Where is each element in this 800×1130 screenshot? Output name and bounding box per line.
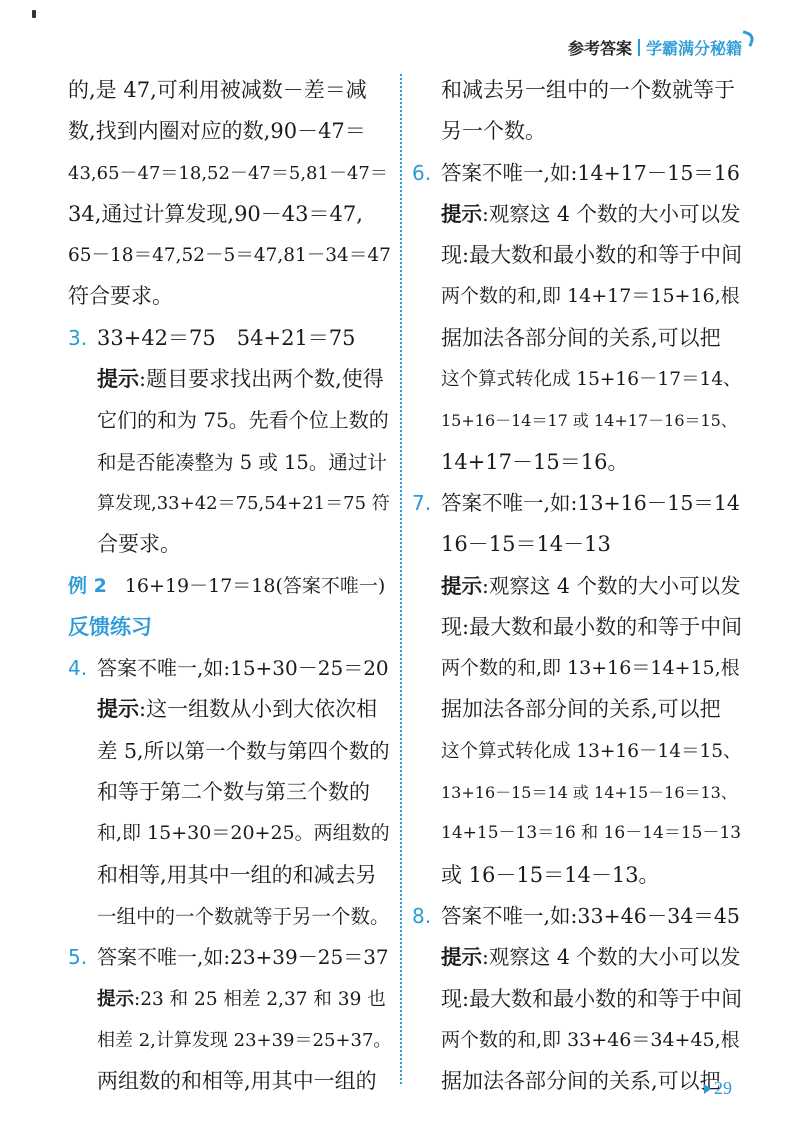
text-line: 这个算式转化成 13+16－14＝15、 <box>441 740 742 762</box>
answer-text: 答案不唯一,如:14+17－15＝16 <box>441 160 740 185</box>
text-line: 或 16－15＝14－13。 <box>441 862 660 887</box>
text-line: 符合要求。 <box>68 284 173 309</box>
text-line: 现:最大数和最小数的和等于中间 <box>441 614 743 639</box>
text-line: 据加法各部分间的关系,可以把 <box>441 1069 721 1094</box>
question-7-answer <box>412 483 742 524</box>
question-number: 6. <box>412 160 432 185</box>
question-3-answer <box>68 318 390 359</box>
text-line: 和减去另一组中的一个数就等于 <box>441 78 735 102</box>
text-line: 14+15－13＝16 和 16－14＝15－13 <box>441 823 742 844</box>
column-divider <box>400 74 402 1084</box>
page-header <box>568 36 742 59</box>
answer-text: 答案不唯一,如:23+39－25＝37 <box>97 945 389 970</box>
question-5-answer <box>68 937 390 978</box>
text-line: 两个数的和,即 13+16＝14+15,根 <box>441 657 740 680</box>
text-line: 算发现,33+42＝75,54+21＝75 符 <box>97 492 390 514</box>
hint-label: 提示 <box>97 697 139 722</box>
section-title: 反馈练习 <box>68 614 152 639</box>
text-line: 相差 2,计算发现 23+39＝25+37。 <box>97 1029 392 1051</box>
page-number-text: 29 <box>714 1078 732 1098</box>
hint-text: :题目要求找出两个数,使得 <box>139 367 384 392</box>
hint-text: :这一组数从小到大依次相 <box>139 697 378 722</box>
hint-label: 提示 <box>441 573 482 598</box>
text-line: 和,即 15+30＝20+25。两组数的 <box>97 822 390 845</box>
hint-label: 提示 <box>97 988 135 1010</box>
question-number: 4. <box>68 656 88 681</box>
text-line: 差 5,所以第一个数与第四个数的 <box>97 738 390 763</box>
question-8-answer <box>412 896 742 937</box>
example-2 <box>68 566 390 607</box>
text-line: 现:最大数和最小数的和等于中间 <box>441 986 743 1011</box>
text-line: 现:最大数和最小数的和等于中间 <box>441 243 743 268</box>
text-line: 两个数的和,即 33+46＝34+45,根 <box>441 1028 740 1051</box>
hint-text: :23 和 25 相差 2,37 和 39 也 <box>134 988 386 1010</box>
text-line: 和等于第二个数与第三个数的 <box>97 780 370 805</box>
text-line: 两组数的和相等,用其中一组的 <box>97 1069 377 1094</box>
corner-mark <box>32 10 36 18</box>
question-4-hint <box>68 689 390 730</box>
text-line: 和是否能凑整为 5 或 15。通过计 <box>97 450 387 474</box>
answer-text: 16－15＝14－13 <box>441 532 611 557</box>
example-label: 例 2 <box>68 574 107 597</box>
hint-text: :观察这 4 个数的大小可以发 <box>482 573 741 598</box>
question-4-answer <box>68 648 390 689</box>
header-title: 参考答案 <box>567 39 632 58</box>
text-line: 数,找到内圈对应的数,90－47＝ <box>68 119 366 144</box>
header-separator <box>638 39 640 56</box>
question-6-hint <box>412 194 742 235</box>
question-8-hint <box>412 937 742 978</box>
hint-text: :观察这 4 个数的大小可以发 <box>482 945 741 970</box>
text-line: 34,通过计算发现,90－43＝47, <box>68 201 363 226</box>
question-5-hint <box>68 979 390 1020</box>
text-line: 一组中的一个数就等于另一个数。 <box>97 904 390 928</box>
text-line: 14+17－15＝16。 <box>441 449 629 474</box>
triangle-icon <box>704 1084 711 1094</box>
text-line: 据加法各部分间的关系,可以把 <box>441 697 721 722</box>
question-number: 7. <box>412 490 432 515</box>
question-3-hint <box>68 359 390 400</box>
left-column <box>68 70 390 1102</box>
hint-text: :观察这 4 个数的大小可以发 <box>482 201 741 226</box>
question-6-answer <box>412 153 742 194</box>
text-line: 43,65－47＝18,52－47＝5,81－47＝ <box>68 162 388 184</box>
question-number: 8. <box>412 903 432 928</box>
question-number: 3. <box>68 325 88 350</box>
text-line: 65－18＝47,52－5＝47,81－34＝47 <box>68 245 391 267</box>
header-series: 学霸满分秘籍 <box>645 39 742 58</box>
text-line: 据加法各部分间的关系,可以把 <box>441 325 721 350</box>
hint-label: 提示 <box>97 367 139 392</box>
question-number: 5. <box>68 945 88 970</box>
page-number <box>704 1078 732 1099</box>
text-line: 两个数的和,即 14+17＝15+16,根 <box>441 285 740 308</box>
text-line: 它们的和为 75。先看个位上数的 <box>97 408 389 433</box>
text-line: 和相等,用其中一组的和减去另 <box>97 862 377 887</box>
text-line: 另一个数。 <box>441 119 546 144</box>
example-answer: 16+19－17＝18(答案不唯一) <box>124 574 386 597</box>
hint-label: 提示 <box>441 201 482 226</box>
answer-text: 33+42＝75 54+21＝75 <box>97 325 356 350</box>
hint-label: 提示 <box>441 945 482 970</box>
right-column <box>412 70 742 1102</box>
text-line: 合要求。 <box>97 532 181 557</box>
answer-text: 答案不唯一,如:33+46－34＝45 <box>441 903 740 928</box>
answer-text: 答案不唯一,如:15+30－25＝20 <box>97 656 389 681</box>
text-line: 15+16－14＝17 或 14+17－16＝15、 <box>441 411 737 431</box>
text-line: 的,是 47,可利用被减数－差＝减 <box>68 78 367 102</box>
answer-text: 答案不唯一,如:13+16－15＝14 <box>441 490 740 515</box>
text-line: 13+16－15＝14 或 14+15－16＝13、 <box>441 783 737 803</box>
question-7-hint <box>412 566 742 607</box>
text-line: 这个算式转化成 15+16－17＝14、 <box>441 369 742 391</box>
